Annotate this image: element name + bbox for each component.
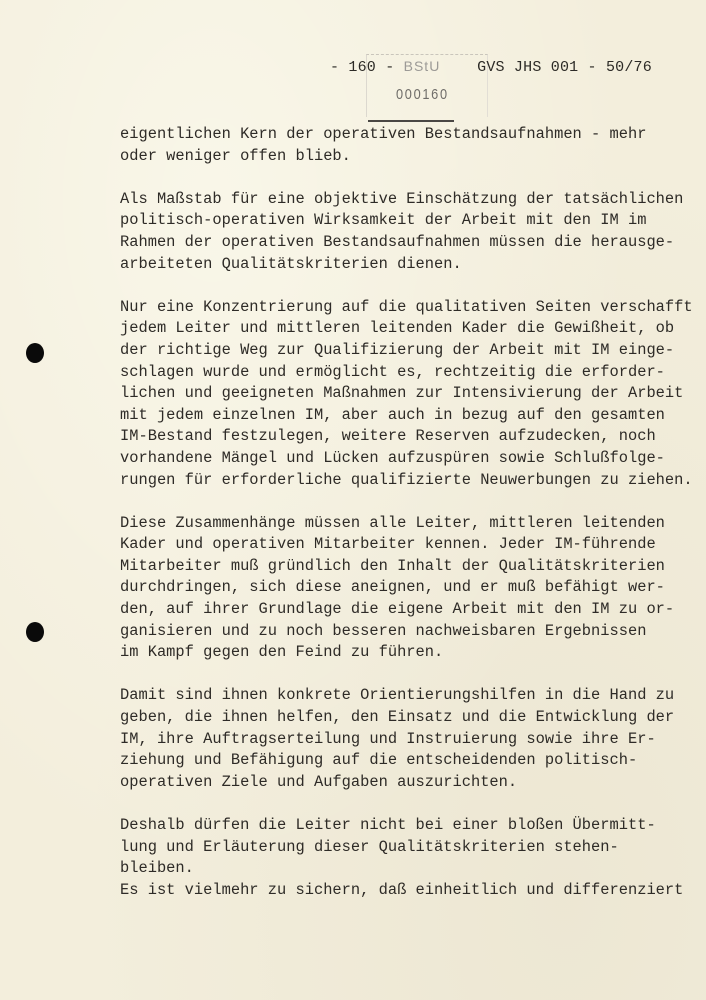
text-line: bleiben. xyxy=(120,859,194,878)
text-line: Kader und operativen Mitarbeiter kennen. Jeder IM-führende xyxy=(120,535,656,554)
text-line: lichen und geeigneten Maßnahmen zur Intensivierung der Arbeit xyxy=(120,384,684,403)
page-header xyxy=(330,58,652,76)
text-line: Deshalb dürfen die Leiter nicht bei einer bloßen Übermitt- xyxy=(120,816,656,834)
paragraph xyxy=(120,815,690,880)
text-line: der richtige Weg zur Qualifizierung der Arbeit mit IM einge- xyxy=(120,340,675,359)
stamp-underline xyxy=(368,120,454,122)
text-line: Rahmen der operativen Bestandsaufnahmen müssen die herausge- xyxy=(120,232,675,251)
paragraph xyxy=(120,513,690,664)
text-line: ganisieren und zu noch besseren nachweisbaren Ergebnissen xyxy=(120,621,647,640)
text-line: geben, die ihnen helfen, den Einsatz und die Entwicklung der xyxy=(120,708,675,727)
text-line: Es ist vielmehr zu sichern, daß einheitlich und differenziert xyxy=(120,880,684,899)
text-line: lung und Erläuterung dieser Qualitätskriterien stehen- xyxy=(120,837,619,856)
paragraph xyxy=(120,880,690,902)
text-line: politisch-operativen Wirksamkeit der Arbeit mit den IM im xyxy=(120,211,647,230)
text-line: ziehung und Befähigung auf die entscheidenden politisch- xyxy=(120,751,638,770)
text-line: jedem Leiter und mittleren leitenden Kader die Gewißheit, ob xyxy=(120,319,675,338)
text-line: schlagen wurde und ermöglicht es, rechtzeitig die erforder- xyxy=(120,362,665,381)
text-line: oder weniger offen blieb. xyxy=(120,146,351,165)
text-line: operativen Ziele und Aufgaben auszurichten. xyxy=(120,772,518,791)
text-line: den, auf ihrer Grundlage die eigene Arbeit mit den IM zu or- xyxy=(120,600,675,619)
text-line: Nur eine Konzentrierung auf die qualitativen Seiten verschafft xyxy=(120,297,693,316)
text-line: mit jedem einzelnen IM, aber auch in bezug auf den gesamten xyxy=(120,405,665,424)
document-reference: GVS JHS 001 - 50/76 xyxy=(477,59,652,76)
punch-hole-bottom xyxy=(26,622,44,642)
text-line: Diese Zusammenhänge müssen alle Leiter, mittleren leitenden xyxy=(120,513,665,532)
archive-stamp-label: BStU xyxy=(403,58,441,74)
paragraph xyxy=(120,189,690,275)
paragraph xyxy=(120,124,690,167)
text-line: eigentlichen Kern der operativen Bestandsaufnahmen - mehr xyxy=(120,125,647,143)
text-line: Als Maßstab für eine objektive Einschätzung der tatsächlichen xyxy=(120,189,684,208)
text-line: Mitarbeiter muß gründlich den Inhalt der Qualitätskriterien xyxy=(120,556,665,575)
text-line: vorhandene Mängel und Lücken aufzuspüren sowie Schlußfolge- xyxy=(120,448,665,467)
text-line: im Kampf gegen den Feind zu führen. xyxy=(120,643,444,662)
text-line: arbeiteten Qualitätskriterien dienen. xyxy=(120,254,462,273)
text-line: IM-Bestand festzulegen, weitere Reserven aufzudecken, noch xyxy=(120,427,656,446)
document-body xyxy=(120,124,693,923)
archive-stamp-number: 000160 xyxy=(396,86,449,103)
text-line: rungen für erforderliche qualifizierte Neuwerbungen zu ziehen. xyxy=(120,470,693,489)
paragraph xyxy=(120,685,690,793)
paragraph xyxy=(120,297,693,491)
punch-hole-top xyxy=(26,343,44,363)
text-line: Damit sind ihnen konkrete Orientierungshilfen in die Hand zu xyxy=(120,686,675,705)
text-line: IM, ihre Auftragserteilung und Instruierung sowie ihre Er- xyxy=(120,729,656,748)
text-line: durchdringen, sich diese aneignen, und er muß befähigt wer- xyxy=(120,578,665,597)
page-marker: - 160 - xyxy=(330,59,395,76)
